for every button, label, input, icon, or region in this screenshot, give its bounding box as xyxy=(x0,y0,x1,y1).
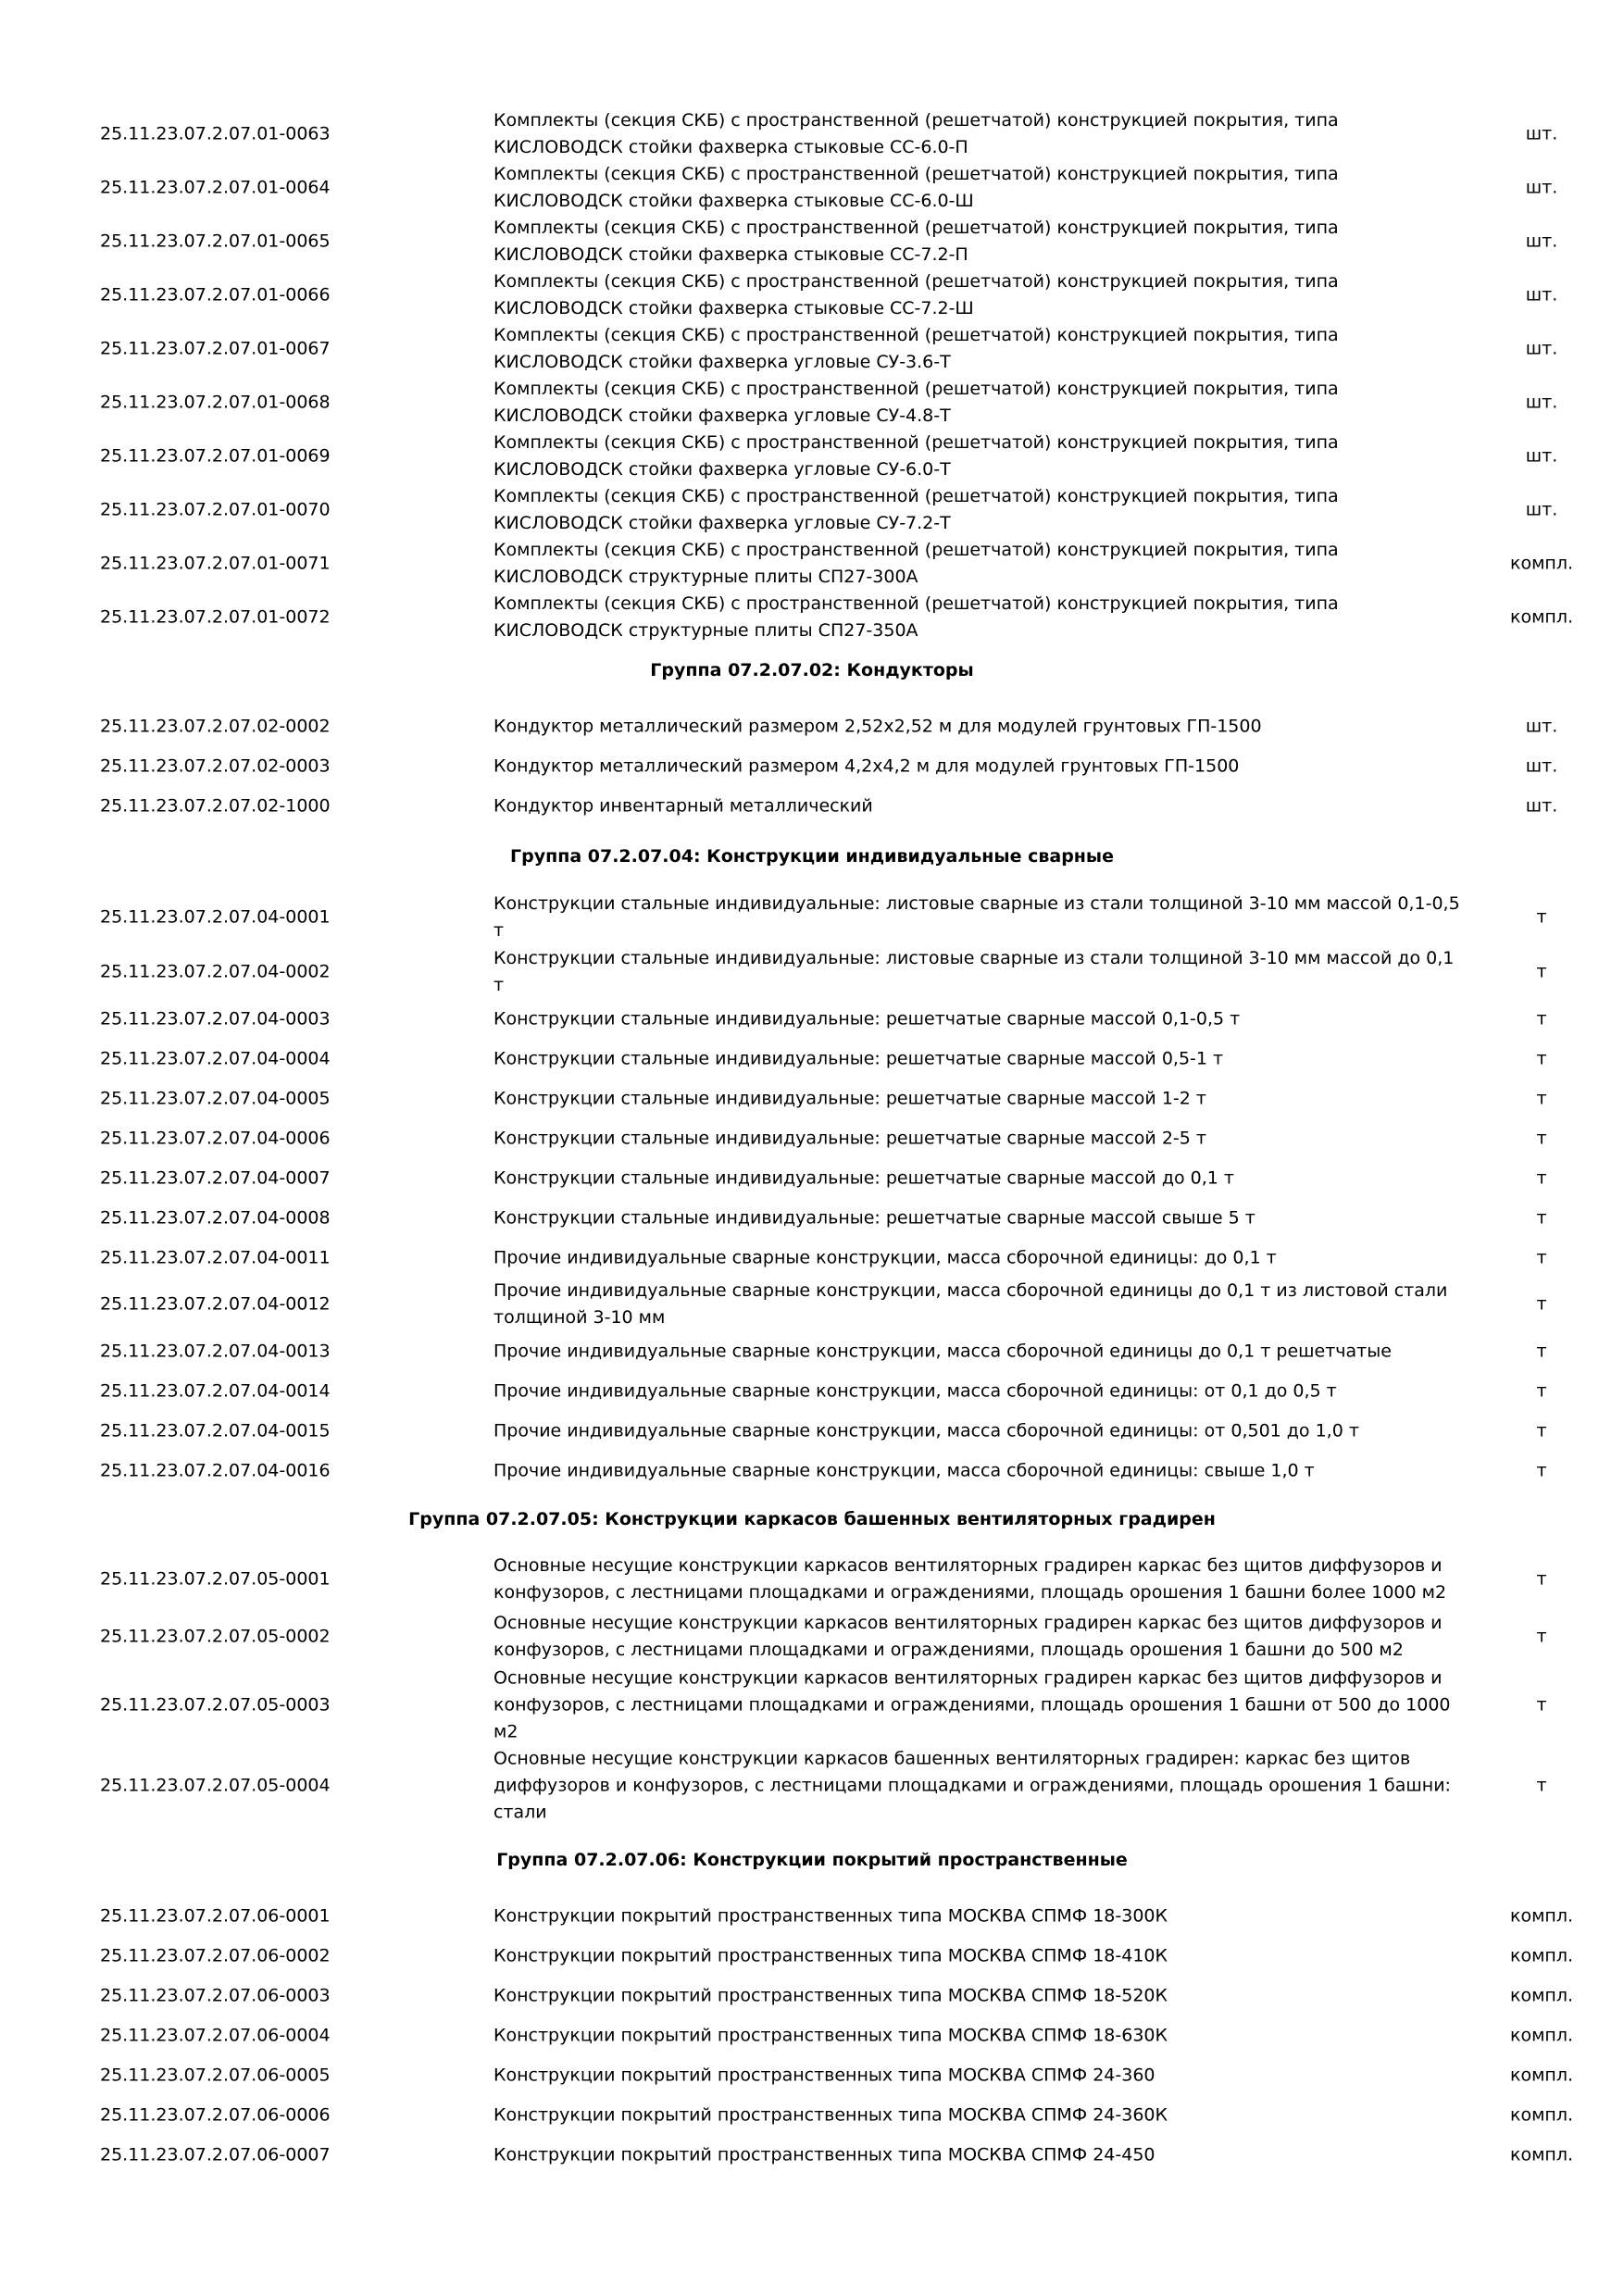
row-code: 25.11.23.07.2.07.04-0012 xyxy=(100,1293,331,1315)
row-unit: шт. xyxy=(1525,392,1558,413)
row-code: 25.11.23.07.2.07.06-0001 xyxy=(100,1905,331,1927)
row-unit: т xyxy=(1536,1380,1547,1401)
row-unit: шт. xyxy=(1525,338,1558,359)
row-unit: т xyxy=(1536,1293,1547,1315)
row-unit: т xyxy=(1536,1626,1547,1647)
row-name: Прочие индивидуальные сварные конструкции, масса сборочной единицы: от 0,501 до 1,0 т xyxy=(493,1420,1359,1441)
row-code: 25.11.23.07.2.07.05-0004 xyxy=(100,1775,331,1796)
row-unit: шт. xyxy=(1525,716,1558,737)
table-row xyxy=(0,1451,1624,1491)
table-row xyxy=(0,1745,1624,1827)
row-name: Конструкции стальные индивидуальные: решетчатые сварные массой до 0,1 т xyxy=(493,1167,1234,1188)
table-row xyxy=(0,537,1624,591)
table-row xyxy=(0,107,1624,161)
row-unit: т xyxy=(1536,1247,1547,1267)
row-unit: шт. xyxy=(1525,445,1558,467)
row-unit: компл. xyxy=(1509,1905,1574,1927)
row-code: 25.11.23.07.2.07.06-0004 xyxy=(100,2025,331,2046)
row-name: Комплекты (секция СКБ) с пространственной (решетчатой) конструкцией покрытия, типа КИСЛОВОДСК стойки фахверка угловые СУ-7.2-Т xyxy=(493,486,1339,533)
table-row xyxy=(0,483,1624,537)
row-code: 25.11.23.07.2.07.01-0071 xyxy=(100,553,331,574)
row-code: 25.11.23.07.2.07.06-0003 xyxy=(100,1985,331,2006)
row-name: Комплекты (секция СКБ) с пространственной (решетчатой) конструкцией покрытия, типа КИСЛОВОДСК стойки фахверка стыковые СС-6.0-Ш xyxy=(493,164,1339,211)
row-unit: т xyxy=(1536,906,1547,928)
row-code: 25.11.23.07.2.07.04-0006 xyxy=(100,1128,331,1148)
table-row xyxy=(0,1937,1624,1976)
table-row xyxy=(0,1278,1624,1331)
row-code: 25.11.23.07.2.07.02-1000 xyxy=(100,795,331,817)
table-row xyxy=(0,707,1624,746)
row-unit: т xyxy=(1536,1167,1547,1188)
row-unit: т xyxy=(1536,1088,1547,1108)
row-name: Основные несущие конструкции каркасов вентиляторных градирен каркас без щитов диффузоров и конфузоров, с лестницами площадками и ограждениями, площадь орошения 1 башни более 1000 м2 xyxy=(493,1555,1447,1603)
table-row xyxy=(0,1079,1624,1118)
row-code: 25.11.23.07.2.07.01-0064 xyxy=(100,177,331,198)
row-code: 25.11.23.07.2.07.04-0011 xyxy=(100,1247,331,1267)
table-row xyxy=(0,161,1624,215)
table-row xyxy=(0,1665,1624,1746)
row-name: Конструкции стальные индивидуальные: листовые сварные из стали толщиной 3-10 мм массой 0,1-0,5 т xyxy=(493,893,1460,941)
row-unit: компл. xyxy=(1509,606,1574,628)
table-row xyxy=(0,376,1624,430)
row-unit: шт. xyxy=(1525,123,1558,144)
row-unit: т xyxy=(1536,1420,1547,1441)
row-code: 25.11.23.07.2.07.05-0003 xyxy=(100,1694,331,1716)
row-code: 25.11.23.07.2.07.04-0003 xyxy=(100,1008,331,1029)
row-unit: компл. xyxy=(1509,2144,1574,2165)
row-name: Конструкции покрытий пространственных типа МОСКВА СПМФ 18-410К xyxy=(493,1945,1168,1966)
row-unit: компл. xyxy=(1509,2104,1574,2126)
group-heading: Группа 07.2.07.05: Конструкции каркасов башенных вентиляторных градирен xyxy=(408,1509,1216,1529)
row-code: 25.11.23.07.2.07.01-0069 xyxy=(100,445,331,467)
row-unit: т xyxy=(1536,1694,1547,1716)
row-code: 25.11.23.07.2.07.01-0065 xyxy=(100,231,331,252)
row-code: 25.11.23.07.2.07.04-0002 xyxy=(100,961,331,982)
row-unit: т xyxy=(1536,1568,1547,1590)
table-row xyxy=(0,215,1624,268)
row-name: Конструкции покрытий пространственных типа МОСКВА СПМФ 24-360К xyxy=(493,2104,1168,2126)
table-row xyxy=(0,322,1624,376)
row-code: 25.11.23.07.2.07.05-0002 xyxy=(100,1626,331,1647)
table-row xyxy=(0,1118,1624,1158)
table-row xyxy=(0,1411,1624,1451)
group-heading: Группа 07.2.07.02: Кондукторы xyxy=(650,660,974,680)
row-unit: т xyxy=(1536,961,1547,982)
row-code: 25.11.23.07.2.07.01-0070 xyxy=(100,499,331,520)
group-heading: Группа 07.2.07.06: Конструкции покрытий пространственные xyxy=(496,1850,1128,1870)
table-row xyxy=(0,1039,1624,1079)
row-name: Конструкции покрытий пространственных типа МОСКВА СПМФ 24-450 xyxy=(493,2144,1156,2165)
row-name: Основные несущие конструкции каркасов башенных вентиляторных градирен: каркас без щитов диффузоров и конфузоров, с лестницами площадками и ограждениями, площадь орошения 1 башни: стали xyxy=(493,1748,1451,1823)
table-row xyxy=(0,2016,1624,2055)
row-code: 25.11.23.07.2.07.05-0001 xyxy=(100,1568,331,1590)
row-code: 25.11.23.07.2.07.06-0007 xyxy=(100,2144,331,2165)
row-code: 25.11.23.07.2.07.02-0003 xyxy=(100,755,331,777)
table-row xyxy=(0,1331,1624,1371)
row-unit: компл. xyxy=(1509,1945,1574,1966)
row-name: Комплекты (секция СКБ) с пространственной (решетчатой) конструкцией покрытия, типа КИСЛОВОДСК структурные плиты СП27-300А xyxy=(493,540,1339,587)
row-unit: компл. xyxy=(1509,553,1574,574)
row-code: 25.11.23.07.2.07.02-0002 xyxy=(100,716,331,737)
row-unit: шт. xyxy=(1525,231,1558,252)
row-name: Конструкции стальные индивидуальные: решетчатые сварные массой 0,5-1 т xyxy=(493,1048,1224,1068)
row-unit: шт. xyxy=(1525,499,1558,520)
row-code: 25.11.23.07.2.07.04-0007 xyxy=(100,1167,331,1188)
row-name: Конструкции покрытий пространственных типа МОСКВА СПМФ 24-360 xyxy=(493,2065,1156,2086)
row-name: Кондуктор инвентарный металлический xyxy=(493,795,873,817)
row-code: 25.11.23.07.2.07.01-0072 xyxy=(100,606,331,628)
row-name: Конструкции покрытий пространственных типа МОСКВА СПМФ 18-630К xyxy=(493,2025,1168,2046)
row-name: Конструкции покрытий пространственных типа МОСКВА СПМФ 18-300К xyxy=(493,1905,1168,1927)
table-row xyxy=(0,787,1624,826)
row-unit: компл. xyxy=(1509,2025,1574,2046)
row-code: 25.11.23.07.2.07.04-0015 xyxy=(100,1420,331,1441)
row-unit: т xyxy=(1536,1008,1547,1029)
row-name: Конструкции стальные индивидуальные: решетчатые сварные массой 2-5 т xyxy=(493,1128,1206,1148)
row-name: Комплекты (секция СКБ) с пространственной (решетчатой) конструкцией покрытия, типа КИСЛОВОДСК стойки фахверка угловые СУ-3.6-Т xyxy=(493,325,1339,372)
table-row xyxy=(0,430,1624,483)
table-row xyxy=(0,2136,1624,2175)
row-code: 25.11.23.07.2.07.04-0004 xyxy=(100,1048,331,1068)
row-name: Кондуктор металлический размером 4,2х4,2 м для модулей грунтовых ГП-1500 xyxy=(493,755,1240,777)
row-name: Комплекты (секция СКБ) с пространственной (решетчатой) конструкцией покрытия, типа КИСЛОВОДСК стойки фахверка стыковые СС-7.2-Ш xyxy=(493,271,1339,318)
row-name: Комплекты (секция СКБ) с пространственной (решетчатой) конструкцией покрытия, типа КИСЛОВОДСК стойки фахверка угловые СУ-4.8-Т xyxy=(493,379,1339,426)
row-code: 25.11.23.07.2.07.01-0068 xyxy=(100,392,331,413)
row-code: 25.11.23.07.2.07.01-0066 xyxy=(100,284,331,306)
row-code: 25.11.23.07.2.07.04-0005 xyxy=(100,1088,331,1108)
row-name: Комплекты (секция СКБ) с пространственной (решетчатой) конструкцией покрытия, типа КИСЛОВОДСК структурные плиты СП27-350А xyxy=(493,593,1339,641)
table-row xyxy=(0,1158,1624,1198)
row-code: 25.11.23.07.2.07.01-0067 xyxy=(100,338,331,359)
row-unit: шт. xyxy=(1525,284,1558,306)
table-row xyxy=(0,2096,1624,2135)
row-name: Конструкции покрытий пространственных типа МОСКВА СПМФ 18-520К xyxy=(493,1985,1168,2006)
row-unit: т xyxy=(1536,1341,1547,1361)
row-name: Прочие индивидуальные сварные конструкции, масса сборочной единицы: от 0,1 до 0,5 т xyxy=(493,1380,1337,1401)
table-row xyxy=(0,1977,1624,2015)
row-name: Прочие индивидуальные сварные конструкции, масса сборочной единицы до 0,1 т из листовой стали толщиной 3-10 мм xyxy=(493,1280,1448,1328)
table-row xyxy=(0,1551,1624,1608)
row-name: Прочие индивидуальные сварные конструкции, масса сборочной единицы: до 0,1 т xyxy=(493,1247,1277,1267)
row-unit: т xyxy=(1536,1207,1547,1228)
row-name: Комплекты (секция СКБ) с пространственной (решетчатой) конструкцией покрытия, типа КИСЛОВОДСК стойки фахверка угловые СУ-6.0-Т xyxy=(493,432,1339,480)
table-row xyxy=(0,1198,1624,1238)
table-row xyxy=(0,2056,1624,2095)
row-name: Конструкции стальные индивидуальные: решетчатые сварные массой 0,1-0,5 т xyxy=(493,1008,1241,1029)
row-name: Основные несущие конструкции каркасов вентиляторных градирен каркас без щитов диффузоров и конфузоров, с лестницами площадками и ограждениями, площадь орошения 1 башни от 500 до 1000 м2 xyxy=(493,1667,1451,1742)
row-code: 25.11.23.07.2.07.04-0001 xyxy=(100,906,331,928)
row-unit: компл. xyxy=(1509,2065,1574,2086)
row-code: 25.11.23.07.2.07.06-0002 xyxy=(100,1945,331,1966)
row-unit: т xyxy=(1536,1775,1547,1796)
row-unit: т xyxy=(1536,1048,1547,1068)
table-row xyxy=(0,999,1624,1039)
row-name: Кондуктор металлический размером 2,52х2,52 м для модулей грунтовых ГП-1500 xyxy=(493,716,1262,737)
table-row xyxy=(0,1371,1624,1411)
row-code: 25.11.23.07.2.07.04-0016 xyxy=(100,1460,331,1480)
row-code: 25.11.23.07.2.07.06-0006 xyxy=(100,2104,331,2126)
table-row xyxy=(0,747,1624,786)
row-code: 25.11.23.07.2.07.04-0008 xyxy=(100,1207,331,1228)
row-unit: т xyxy=(1536,1460,1547,1480)
row-unit: шт. xyxy=(1525,177,1558,198)
table-row xyxy=(0,945,1624,999)
group-heading: Группа 07.2.07.04: Конструкции индивидуальные сварные xyxy=(509,846,1114,867)
row-name: Прочие индивидуальные сварные конструкции, масса сборочной единицы до 0,1 т решетчатые xyxy=(493,1341,1392,1361)
table-row xyxy=(0,1897,1624,1936)
table-row xyxy=(0,268,1624,322)
table-row xyxy=(0,890,1624,945)
row-name: Комплекты (секция СКБ) с пространственной (решетчатой) конструкцией покрытия, типа КИСЛОВОДСК стойки фахверка стыковые СС-7.2-П xyxy=(493,218,1339,265)
table-row xyxy=(0,1238,1624,1278)
row-unit: шт. xyxy=(1525,755,1558,777)
row-name: Прочие индивидуальные сварные конструкции, масса сборочной единицы: свыше 1,0 т xyxy=(493,1460,1315,1480)
row-code: 25.11.23.07.2.07.04-0013 xyxy=(100,1341,331,1361)
row-name: Конструкции стальные индивидуальные: решетчатые сварные массой 1-2 т xyxy=(493,1088,1206,1108)
row-unit: компл. xyxy=(1509,1985,1574,2006)
table-row xyxy=(0,1610,1624,1664)
row-name: Комплекты (секция СКБ) с пространственной (решетчатой) конструкцией покрытия, типа КИСЛОВОДСК стойки фахверка стыковые СС-6.0-П xyxy=(493,110,1339,157)
row-unit: т xyxy=(1536,1128,1547,1148)
row-code: 25.11.23.07.2.07.01-0063 xyxy=(100,123,331,144)
row-name: Конструкции стальные индивидуальные: решетчатые сварные массой свыше 5 т xyxy=(493,1207,1255,1228)
table-row xyxy=(0,591,1624,644)
row-name: Конструкции стальные индивидуальные: листовые сварные из стали толщиной 3-10 мм массой до 0,1 т xyxy=(493,948,1455,995)
row-unit: шт. xyxy=(1525,795,1558,817)
row-name: Основные несущие конструкции каркасов вентиляторных градирен каркас без щитов диффузоров и конфузоров, с лестницами площадками и ограждениями, площадь орошения 1 башни до 500 м2 xyxy=(493,1613,1443,1660)
row-code: 25.11.23.07.2.07.04-0014 xyxy=(100,1380,331,1401)
row-code: 25.11.23.07.2.07.06-0005 xyxy=(100,2065,331,2086)
